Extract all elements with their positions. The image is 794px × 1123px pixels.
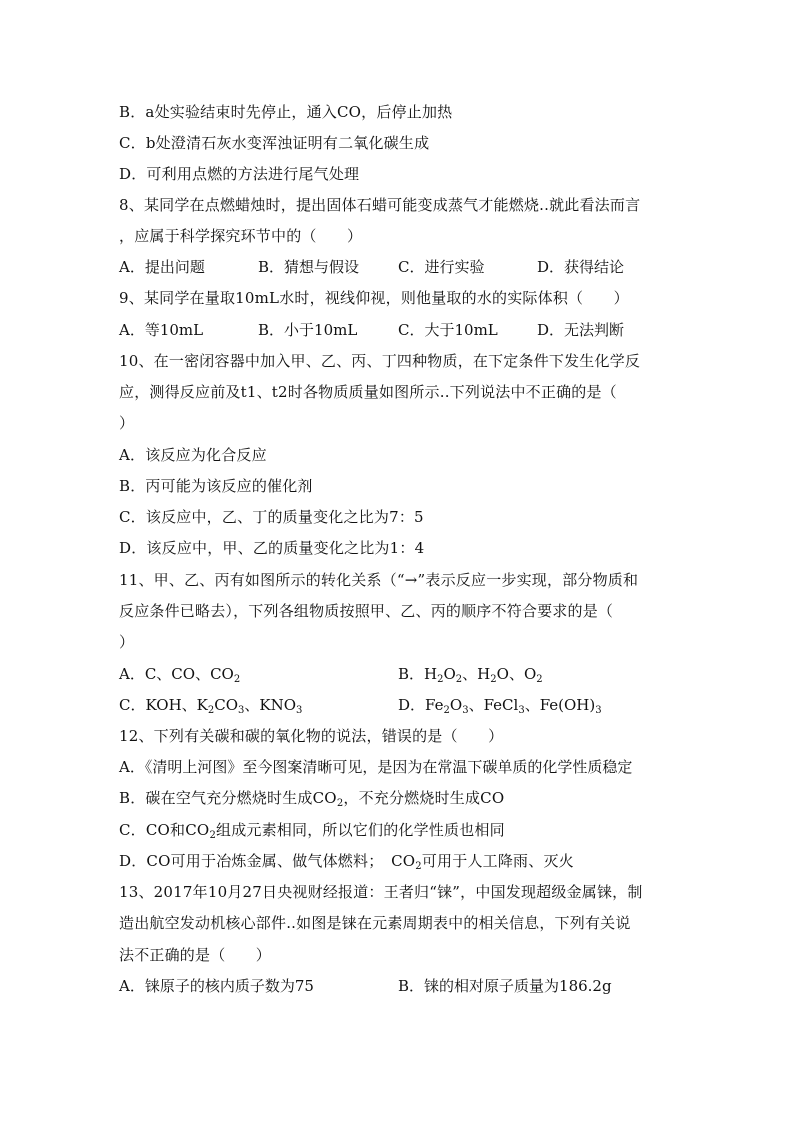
q10-option-d: D．该反应中，甲、乙的质量变化之比为1：4: [119, 539, 425, 557]
q10-option-a: A．该反应为化合反应: [119, 446, 267, 464]
q10-stem-line3: ）: [119, 414, 135, 432]
q13-stem-line1: 13、2017年10月27日央视财经报道：王者归“铼”，中国发现超级金属铼，制: [119, 883, 643, 901]
q8-stem-line1: 8、某同学在点燃蜡烛时，提出固体石蜡可能变成蒸气才能燃烧..就此看法而言: [119, 196, 641, 214]
q9-option-b: B．小于10mL: [258, 321, 358, 339]
q8-option-a: A．提出问题: [119, 258, 205, 276]
q11-option-d: D．$Fe_2O_3$、FeCl$_3$、$Fe(OH)_3$: [398, 696, 602, 716]
q11-option-b: B．$H_2O_2$、$H_2O$、$O_2$: [398, 665, 543, 685]
q13-option-b: B．铼的相对原子质量为186.2g: [398, 977, 612, 995]
q10-option-b: B．丙可能为该反应的催化剂: [119, 477, 313, 495]
q13-stem-line2: 造出航空发动机核心部件..如图是铼在元素周期表中的相关信息，下列有关说: [119, 914, 631, 932]
q10-stem-line1: 10、在一密闭容器中加入甲、乙、丙、丁四种物质，在下定条件下发生化学反: [119, 352, 641, 370]
q10-option-c: C．该反应中，乙、丁的质量变化之比为7：5: [119, 508, 424, 526]
q12-stem: 12、下列有关碳和碳的氧化物的说法，错误的是（ ）: [119, 727, 504, 745]
q8-option-b: B．猜想与假设: [258, 258, 360, 276]
q11-stem-line2: 反应条件已略去），下列各组物质按照甲、乙、丙的顺序不符合要求的是（: [119, 602, 614, 620]
q9-option-c: C．大于10mL: [398, 321, 498, 339]
q12-option-c: C．CO和$CO_2$组成元素相同，所以它们的化学性质也相同: [119, 821, 505, 841]
q13-stem-line3: 法不正确的是（ ）: [119, 946, 272, 964]
q9-stem: 9、某同学在量取10mL水时，视线仰视，则他量取的水的实际体积（ ）: [119, 289, 629, 307]
q9-option-a: A．等10mL: [119, 321, 204, 339]
q8-stem-line2: ，应属于科学探究环节中的（ ）: [119, 227, 363, 245]
q11-option-a: A．C、CO、$CO_2$: [119, 665, 241, 685]
q13-option-a: A．铼原子的核内质子数为75: [119, 977, 314, 995]
q11-stem-line3: ）: [119, 633, 135, 651]
q7-option-c: C．b处澄清石灰水变浑浊证明有二氧化碳生成: [119, 134, 430, 152]
q9-option-d: D．无法判断: [537, 321, 625, 339]
q11-option-c: C．KOH、$K_2CO_3$、$KNO_3$: [119, 696, 303, 716]
q11-stem-line1: 11、甲、乙、丙有如图所示的转化关系（“→”表示反应一步实现，部分物质和: [119, 571, 639, 589]
q8-option-c: C．进行实验: [398, 258, 485, 276]
q12-option-b: B．碳在空气充分燃烧时生成$CO_2$，不充分燃烧时生成CO: [119, 789, 505, 809]
q8-option-d: D．获得结论: [537, 258, 625, 276]
q12-option-a: A．《清明上河图》至今图案清晰可见，是因为在常温下碳单质的化学性质稳定: [119, 758, 633, 776]
q7-option-d: D．可利用点燃的方法进行尾气处理: [119, 165, 360, 183]
q7-option-b: B．a处实验结束时先停止，通入CO，后停止加热: [119, 103, 453, 121]
q12-option-d: D．CO可用于冶炼金属、做气体燃料； $CO_2$可用于人工降雨、灭火: [119, 852, 574, 872]
q10-stem-line2: 应，测得反应前及t1、t2时各物质质量如图所示..下列说法中不正确的是（: [119, 383, 617, 401]
